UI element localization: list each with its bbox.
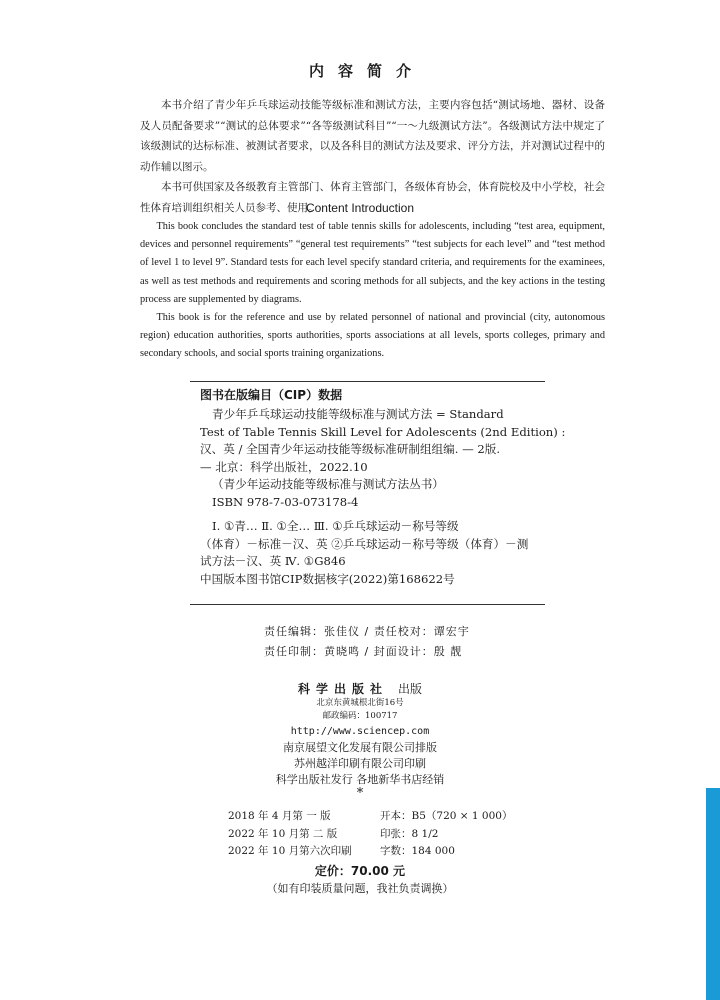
spec-info: 字数：184 000 bbox=[380, 845, 455, 857]
spec-row bbox=[228, 826, 512, 844]
cip-bottom-rule bbox=[190, 604, 545, 605]
intro-cn-paragraph-1: 本书介绍了青少年乒乓球运动技能等级标准和测试方法，主要内容包括“测试场地、器材、设备及人员配备要求”“测试的总体要求”“各等级测试科目”“一～九级测试方法”。各级测试方法中规定了该级测试的达标标准、被测试者要求，以及各科目的测试方法及要求、评分方法，并对测试过程中的动作辅以图示。 bbox=[140, 99, 605, 173]
page-title: 内容简介 bbox=[308, 62, 425, 80]
price: 定价：70.00 元 bbox=[314, 864, 406, 878]
spec-row bbox=[228, 808, 512, 826]
spec-info: 印张：8 1/2 bbox=[380, 827, 439, 840]
intro-chinese bbox=[140, 95, 605, 218]
cip-heading: 图书在版编目（CIP）数据 bbox=[200, 388, 343, 402]
cip-line: 汉、英 / 全国青少年运动技能等级标准研制组组编. — 2版. bbox=[200, 442, 501, 456]
intro-en-paragraph-2: This book is for the reference and use by related personnel of national and provincial (city, autonomous region) education authorities, sports authorities, sports associations at all levels, sports colleges, primary and secondary schools, and social sports training organizations. bbox=[140, 312, 605, 360]
edition-info: 2022 年 10 月第六次印刷 bbox=[228, 845, 352, 857]
publisher-name: 科学出版社 bbox=[297, 682, 388, 696]
publisher-address-block bbox=[0, 697, 720, 723]
edition-info: 2022 年 10 月第 二 版 bbox=[228, 827, 338, 840]
distribution-line: 科学出版社发行 各地新华书店经销 bbox=[275, 773, 445, 786]
cip-line: ISBN 978-7-03-073178-4 bbox=[212, 494, 359, 509]
publisher-postcode: 邮政编码：100717 bbox=[322, 711, 398, 721]
staff-line: 责任编辑：张佳仪 / 责任校对：谭宏宇 bbox=[264, 625, 470, 638]
cip-class-line: Ⅰ. ①青… Ⅱ. ①全… Ⅲ. ①乒乓球运动－称号等级 bbox=[212, 519, 459, 533]
typeset-line: 南京展望文化发展有限公司排版 bbox=[283, 741, 437, 754]
staff-line: 责任印制：黄晓鸣 / 封面设计：殷 靓 bbox=[264, 645, 463, 658]
imprint-block bbox=[0, 724, 720, 788]
english-title: Content Introduction bbox=[305, 201, 415, 215]
cip-class-line: 试方法－汉、英 Ⅳ. ①G846 bbox=[200, 554, 346, 568]
intro-cn-paragraph-2: 本书可供国家及各级教育主管部门、体育主管部门，各级体育协会，体育院校及中小学校，社会性体育培训组织相关人员参考、使用。 bbox=[140, 181, 605, 214]
cip-line: （青少年运动技能等级标准与测试方法丛书） bbox=[212, 477, 444, 491]
spec-info: 开本：B5（720 × 1 000） bbox=[380, 810, 513, 822]
cip-record bbox=[200, 406, 566, 511]
cip-number-line: 中国版本图书馆CIP数据核字(2022)第168622号 bbox=[200, 571, 455, 586]
cip-line: 青少年乒乓球运动技能等级标准与测试方法 = Standard bbox=[212, 407, 504, 421]
side-color-bar bbox=[706, 788, 720, 1000]
cip-line: Test of Table Tennis Skill Level for Adolescents (2nd Edition) : bbox=[200, 424, 566, 439]
cip-top-rule bbox=[190, 381, 545, 382]
cip-classification bbox=[200, 518, 550, 588]
intro-english bbox=[140, 218, 605, 364]
spec-row bbox=[228, 843, 512, 861]
separator-star: * bbox=[356, 786, 364, 801]
publisher-suffix: 出版 bbox=[398, 682, 423, 696]
cip-class-line: （体育）－标准－汉、英 ②乒乓球运动－称号等级（体育）－测 bbox=[200, 536, 529, 551]
print-line: 苏州越洋印刷有限公司印刷 bbox=[294, 757, 426, 770]
publisher-url: http://www.sciencep.com bbox=[290, 726, 430, 737]
quality-notice: （如有印装质量问题，我社负责调换） bbox=[266, 882, 454, 895]
publisher-line bbox=[0, 680, 720, 697]
edition-info: 2018 年 4 月第 一 版 bbox=[228, 810, 331, 822]
intro-en-paragraph-1: This book concludes the standard test of table tennis skills for adolescents, including “test area, equipment, devices and personnel requirements” “general test requirements” “test subjects for each level” and “test method of level 1 to level 9”. Standard tests for each level specify standard criteria, and requirements for the examinees, as well as test methods and requirements and scoring methods for all subjects, and the key actions in the testing process are supplemented by diagrams. bbox=[140, 221, 605, 305]
publisher-address: 北京东黄城根北街16号 bbox=[316, 698, 404, 708]
editorial-staff bbox=[264, 622, 470, 662]
edition-specs bbox=[228, 808, 512, 861]
cip-line: — 北京：科学出版社，2022.10 bbox=[200, 459, 368, 474]
